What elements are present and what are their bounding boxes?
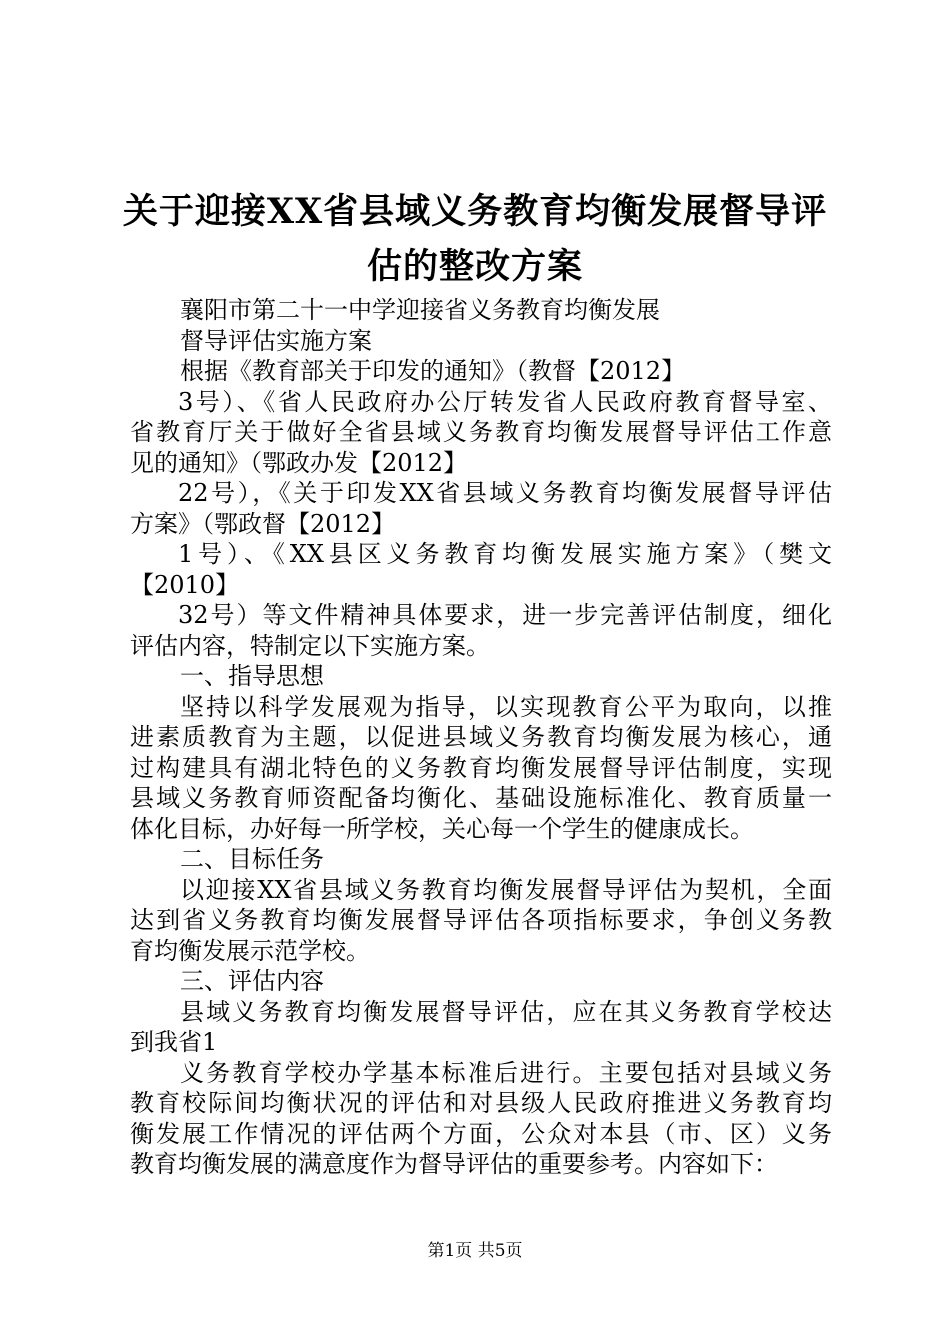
body-line: 进素质教育为主题，以促进县域义务教育均衡发展为核心，通	[130, 723, 832, 751]
body-line: 襄阳市第二十一中学迎接省义务教育均衡发展	[180, 296, 660, 324]
body-line: 义务教育学校办学基本标准后进行。主要包括对县域义务	[180, 1058, 832, 1087]
section-heading: 一、指导思想	[180, 662, 324, 690]
body-line: 1号）、《XX县区义务教育均衡发展实施方案》（樊文	[178, 540, 832, 568]
body-line: 见的通知》（鄂政办发【2012】	[130, 448, 468, 477]
body-line: 过构建具有湖北特色的义务教育均衡发展督导评估制度，实现	[130, 753, 832, 782]
body-line: 教育校际间均衡状况的评估和对县级人民政府推进义务教育均	[130, 1089, 832, 1117]
body-line: 督导评估实施方案	[180, 326, 372, 355]
body-line: 评估内容，特制定以下实施方案。	[130, 631, 490, 660]
body-line: 县域义务教育均衡发展督导评估，应在其义务教育学校达	[180, 997, 832, 1026]
body-line: 以迎接XX省县域义务教育均衡发展督导评估为契机，全面	[180, 875, 832, 904]
section-heading: 二、目标任务	[180, 845, 324, 873]
document-title-line-2: 估的整改方案	[366, 246, 583, 287]
page-footer: 第1页 共5页	[427, 1241, 523, 1261]
body-line: 坚持以科学发展观为指导，以实现教育公平为取向，以推	[180, 692, 832, 721]
section-heading: 三、评估内容	[180, 967, 324, 995]
body-line: 根据《教育部关于印发的通知》（教督【2012】	[180, 357, 686, 385]
body-line: 32号）等文件精神具体要求，进一步完善评估制度，细化	[178, 601, 832, 629]
body-line: 达到省义务教育均衡发展督导评估各项指标要求，争创义务教	[130, 906, 832, 934]
body-line: 22号），《关于印发XX省县域义务教育均衡发展督导评估	[178, 479, 832, 507]
body-line: 到我省1	[130, 1028, 218, 1056]
body-line: 省教育厅关于做好全省县域义务教育均衡发展督导评估工作意	[130, 418, 832, 446]
body-line: 3号）、《省人民政府办公厅转发省人民政府教育督导室、	[178, 387, 832, 416]
body-line: 衡发展工作情况的评估两个方面，公众对本县（市、区）义务	[130, 1119, 832, 1148]
body-line: 育均衡发展示范学校。	[130, 936, 370, 965]
body-line: 教育均衡发展的满意度作为督导评估的重要参考。内容如下：	[130, 1150, 778, 1178]
body-line: 体化目标，办好每一所学校，关心每一个学生的健康成长。	[130, 814, 754, 843]
document-title-line-1: 关于迎接XX省县域义务教育均衡发展督导评	[122, 191, 828, 232]
body-line: 【2010】	[130, 570, 240, 599]
body-line: 县域义务教育师资配备均衡化、基础设施标准化、教育质量一	[130, 784, 832, 812]
body-line: 方案》（鄂政督【2012】	[130, 509, 396, 538]
document-body	[130, 295, 832, 1180]
